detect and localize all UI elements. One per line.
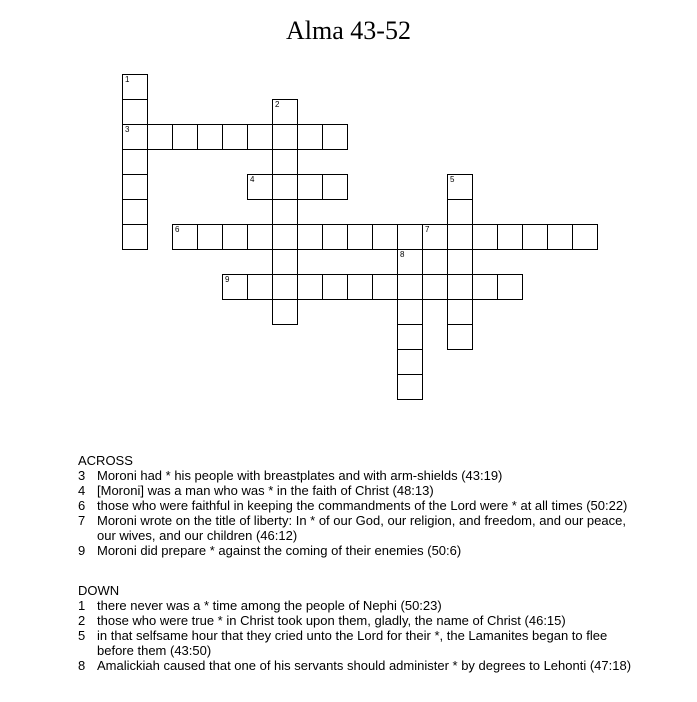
cell-number: 9 xyxy=(225,275,230,284)
grid-cell[interactable] xyxy=(447,249,473,275)
grid-cell[interactable] xyxy=(397,274,423,300)
clue-number: 8 xyxy=(78,658,86,673)
grid-cell[interactable] xyxy=(397,249,423,275)
grid-cell[interactable] xyxy=(122,74,148,100)
grid-cell[interactable] xyxy=(397,299,423,325)
cell-number: 3 xyxy=(125,125,130,134)
cell-number: 5 xyxy=(450,175,455,184)
across-clue xyxy=(78,468,638,483)
across-clue xyxy=(78,483,638,498)
grid-cell[interactable] xyxy=(497,274,523,300)
grid-cell[interactable] xyxy=(347,224,373,250)
across-heading: ACROSS xyxy=(78,453,133,468)
grid-cell[interactable] xyxy=(322,174,348,200)
across-clues xyxy=(78,453,638,558)
clue-number: 9 xyxy=(78,543,86,558)
grid-cell[interactable] xyxy=(447,274,473,300)
clue-number: 6 xyxy=(78,498,86,513)
grid-cell[interactable] xyxy=(397,374,423,400)
grid-cell[interactable] xyxy=(272,224,298,250)
cell-number: 7 xyxy=(425,225,430,234)
grid-cell[interactable] xyxy=(497,224,523,250)
across-clue xyxy=(78,543,638,558)
grid-cell[interactable] xyxy=(247,124,273,150)
grid-cell[interactable] xyxy=(297,124,323,150)
down-clues xyxy=(78,583,638,673)
cell-number: 2 xyxy=(275,100,280,109)
grid-cell[interactable] xyxy=(272,124,298,150)
grid-cell[interactable] xyxy=(447,174,473,200)
clue-text: there never was a * time among the people of Nephi (50:23) xyxy=(97,598,442,613)
grid-cell[interactable] xyxy=(472,224,498,250)
down-clue xyxy=(78,613,638,628)
down-clue xyxy=(78,628,638,658)
grid-cell[interactable] xyxy=(547,224,573,250)
grid-cell[interactable] xyxy=(272,199,298,225)
clue-number: 4 xyxy=(78,483,86,498)
grid-cell[interactable] xyxy=(272,249,298,275)
grid-cell[interactable] xyxy=(172,224,198,250)
clue-text: those who were true * in Christ took upon them, gladly, the name of Christ (46:15) xyxy=(97,613,566,628)
grid-cell[interactable] xyxy=(297,274,323,300)
grid-cell[interactable] xyxy=(197,124,223,150)
grid-cell[interactable] xyxy=(397,349,423,375)
cell-number: 8 xyxy=(400,250,405,259)
grid-cell[interactable] xyxy=(272,299,298,325)
grid-cell[interactable] xyxy=(472,274,498,300)
down-heading: DOWN xyxy=(78,583,120,598)
grid-cell[interactable] xyxy=(397,324,423,350)
grid-cell[interactable] xyxy=(422,274,448,300)
clue-text: Moroni did prepare * against the coming of their enemies (50:6) xyxy=(97,543,462,558)
grid-cell[interactable] xyxy=(222,124,248,150)
grid-cell[interactable] xyxy=(447,199,473,225)
clue-number: 3 xyxy=(78,468,86,483)
cell-number: 4 xyxy=(250,175,255,184)
grid-cell[interactable] xyxy=(522,224,548,250)
clue-text: Amalickiah caused that one of his servants should administer * by degrees to Lehonti (47:18) xyxy=(97,658,632,673)
grid-cell[interactable] xyxy=(122,124,148,150)
grid-cell[interactable] xyxy=(272,274,298,300)
clue-number: 1 xyxy=(78,598,86,613)
grid-cell[interactable] xyxy=(272,174,298,200)
grid-cell[interactable] xyxy=(347,274,373,300)
grid-cell[interactable] xyxy=(197,224,223,250)
grid-cell[interactable] xyxy=(297,224,323,250)
grid-cell[interactable] xyxy=(122,174,148,200)
grid-cell[interactable] xyxy=(172,124,198,150)
grid-cell[interactable] xyxy=(272,99,298,125)
across-clue xyxy=(78,498,638,513)
grid-cell[interactable] xyxy=(247,224,273,250)
page-title: Alma 43-52 xyxy=(286,16,411,45)
clue-text: Moroni wrote on the title of liberty: In * of our God, our religion, and freedom, and our peace, our wives, and our children (46:12) xyxy=(97,513,626,543)
clue-text: in that selfsame hour that they cried unto the Lord for their *, the Lamanites began to flee before them (43:50) xyxy=(97,628,608,658)
clue-text: those who were faithful in keeping the commandments of the Lord were * at all times (50:22) xyxy=(97,498,628,513)
grid-cell[interactable] xyxy=(572,224,598,250)
grid-cell[interactable] xyxy=(122,224,148,250)
grid-cell[interactable] xyxy=(272,149,298,175)
down-clue xyxy=(78,658,638,673)
clue-number: 7 xyxy=(78,513,86,528)
grid-cell[interactable] xyxy=(447,224,473,250)
grid-cell[interactable] xyxy=(372,224,398,250)
grid-cell[interactable] xyxy=(322,224,348,250)
clue-number: 5 xyxy=(78,628,86,643)
grid-cell[interactable] xyxy=(297,174,323,200)
grid-cell[interactable] xyxy=(122,149,148,175)
grid-cell[interactable] xyxy=(122,199,148,225)
cell-number: 1 xyxy=(125,75,130,84)
grid-cell[interactable] xyxy=(247,274,273,300)
grid-cell[interactable] xyxy=(422,224,448,250)
grid-cell[interactable] xyxy=(122,99,148,125)
grid-cell[interactable] xyxy=(322,124,348,150)
grid-cell[interactable] xyxy=(397,224,423,250)
grid-cell[interactable] xyxy=(247,174,273,200)
grid-cell[interactable] xyxy=(222,224,248,250)
across-clue xyxy=(78,513,638,543)
down-clue xyxy=(78,598,638,613)
grid-cell[interactable] xyxy=(222,274,248,300)
cell-number: 6 xyxy=(175,225,180,234)
grid-cell[interactable] xyxy=(447,299,473,325)
grid-cell[interactable] xyxy=(447,324,473,350)
clue-text: Moroni had * his people with breastplates and with arm-shields (43:19) xyxy=(97,468,503,483)
grid-cell[interactable] xyxy=(147,124,173,150)
clue-number: 2 xyxy=(78,613,86,628)
grid-cell[interactable] xyxy=(322,274,348,300)
grid-cell[interactable] xyxy=(372,274,398,300)
clue-text: [Moroni] was a man who was * in the faith of Christ (48:13) xyxy=(97,483,434,498)
